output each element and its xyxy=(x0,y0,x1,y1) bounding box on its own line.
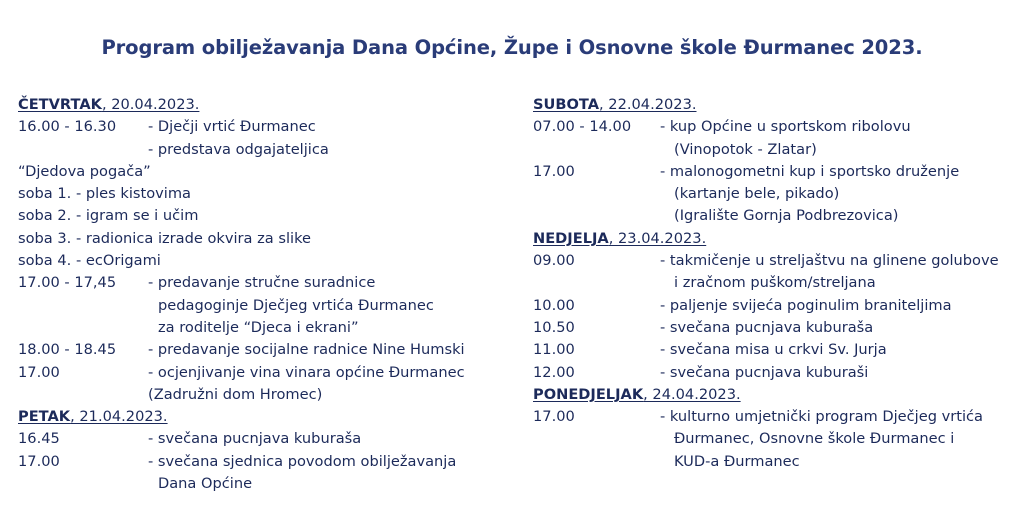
schedule-row xyxy=(533,295,1013,317)
event: - kulturno umjetnički program Dječjeg vrtića xyxy=(660,408,983,426)
time: 11.00 xyxy=(533,341,575,359)
time: 10.50 xyxy=(533,318,575,336)
event: - takmičenje u streljaštvu na glinene golubove xyxy=(660,252,999,270)
event: - svečana misa u crkvi Sv. Jurja xyxy=(660,341,887,359)
schedule-row xyxy=(18,362,498,384)
schedule-row xyxy=(533,205,1013,227)
schedule-row xyxy=(18,139,498,161)
schedule-row xyxy=(533,116,1013,138)
event: - kup Općine u sportskom ribolovu xyxy=(660,118,911,136)
event: Đurmanec, Osnovne škole Đurmanec i xyxy=(674,430,955,448)
time: 16.45 xyxy=(18,430,60,448)
time: 17.00 xyxy=(18,452,60,470)
schedule-row xyxy=(18,473,498,495)
text-line: soba 2. - igram se i učim xyxy=(18,207,199,225)
schedule-row xyxy=(18,272,498,294)
event: KUD-a Đurmanec xyxy=(674,452,800,470)
time: 09.00 xyxy=(533,252,575,270)
left-column xyxy=(18,94,498,495)
event: - predavanje stručne suradnice xyxy=(148,274,376,292)
day-date: , 24.04.2023. xyxy=(643,385,741,403)
day-name: SUBOTA xyxy=(533,96,600,113)
time: 07.00 - 14.00 xyxy=(533,118,632,136)
event: (Zadružni dom Hromec) xyxy=(148,385,323,403)
right-column xyxy=(533,94,1013,473)
event: (Vinopotok - Zlatar) xyxy=(674,140,817,158)
time: 18.00 - 18.45 xyxy=(18,341,117,359)
schedule-row xyxy=(533,362,1013,384)
event: - svečana pucnjava kuburaša xyxy=(148,430,362,448)
day-date: , 20.04.2023. xyxy=(101,96,200,113)
event: - Dječji vrtić Đurmanec xyxy=(148,118,316,136)
schedule-row xyxy=(18,428,498,450)
time: 10.00 xyxy=(533,296,575,314)
day-heading-saturday xyxy=(533,94,1013,116)
schedule-row xyxy=(533,161,1013,183)
day-name: PETAK xyxy=(18,408,71,426)
schedule-row xyxy=(533,272,1013,294)
schedule-row xyxy=(533,139,1013,161)
schedule-row xyxy=(533,339,1013,361)
schedule-row xyxy=(533,406,1013,428)
schedule-row xyxy=(18,317,498,339)
schedule-row xyxy=(533,428,1013,450)
event: (Igralište Gornja Podbrezovica) xyxy=(674,207,899,225)
event: - predstava odgajateljica xyxy=(148,140,329,158)
schedule-row xyxy=(18,339,498,361)
event: za roditelje “Djeca i ekrani” xyxy=(158,318,359,336)
day-date: , 22.04.2023. xyxy=(599,96,697,113)
page-title: Program obilježavanja Dana Općine, Župe i Osnovne škole Đurmanec 2023. xyxy=(101,36,923,59)
day-heading-thursday xyxy=(18,94,498,116)
schedule-row xyxy=(533,451,1013,473)
schedule-row xyxy=(18,295,498,317)
schedule-row xyxy=(533,317,1013,339)
event: - paljenje svijeća poginulim braniteljima xyxy=(660,296,952,314)
text-line: soba 1. - ples kistovima xyxy=(18,185,191,203)
day-heading-friday xyxy=(18,406,498,428)
event: - malonogometni kup i sportsko druženje xyxy=(660,162,960,180)
event: pedagoginje Dječjeg vrtića Đurmanec xyxy=(158,296,434,314)
schedule-row xyxy=(18,451,498,473)
event: - svečana pucnjava kuburaši xyxy=(660,363,869,381)
time: 17.00 xyxy=(18,363,60,381)
day-heading-monday xyxy=(533,384,1013,406)
day-name: ČETVRTAK xyxy=(18,96,102,113)
day-date: , 23.04.2023. xyxy=(608,229,707,247)
text-line: “Djedova pogača” xyxy=(18,162,151,180)
event: Dana Općine xyxy=(158,475,253,493)
event: i zračnom puškom/streljana xyxy=(674,274,876,292)
event: (kartanje bele, pikado) xyxy=(674,185,840,203)
schedule-row xyxy=(533,250,1013,272)
day-name: NEDJELJA xyxy=(533,229,609,247)
event: - predavanje socijalne radnice Nine Humski xyxy=(148,341,465,359)
schedule-row xyxy=(18,116,498,138)
event: - svečana sjednica povodom obilježavanja xyxy=(148,452,457,470)
day-date: , 21.04.2023. xyxy=(70,408,168,426)
schedule-row xyxy=(533,183,1013,205)
day-name: PONEDJELJAK xyxy=(533,385,644,403)
time: 16.00 - 16.30 xyxy=(18,118,117,136)
time: 17.00 - 17,45 xyxy=(18,274,117,292)
time: 12.00 xyxy=(533,363,575,381)
text-line: soba 4. - ecOrigami xyxy=(18,252,161,270)
time: 17.00 xyxy=(533,162,575,180)
time: 17.00 xyxy=(533,408,575,426)
schedule-row xyxy=(18,384,498,406)
text-line: soba 3. - radionica izrade okvira za slike xyxy=(18,229,312,247)
event: - svečana pucnjava kuburaša xyxy=(660,318,874,336)
day-heading-sunday xyxy=(533,228,1013,250)
event: - ocjenjivanje vina vinara općine Đurmanec xyxy=(148,363,465,381)
